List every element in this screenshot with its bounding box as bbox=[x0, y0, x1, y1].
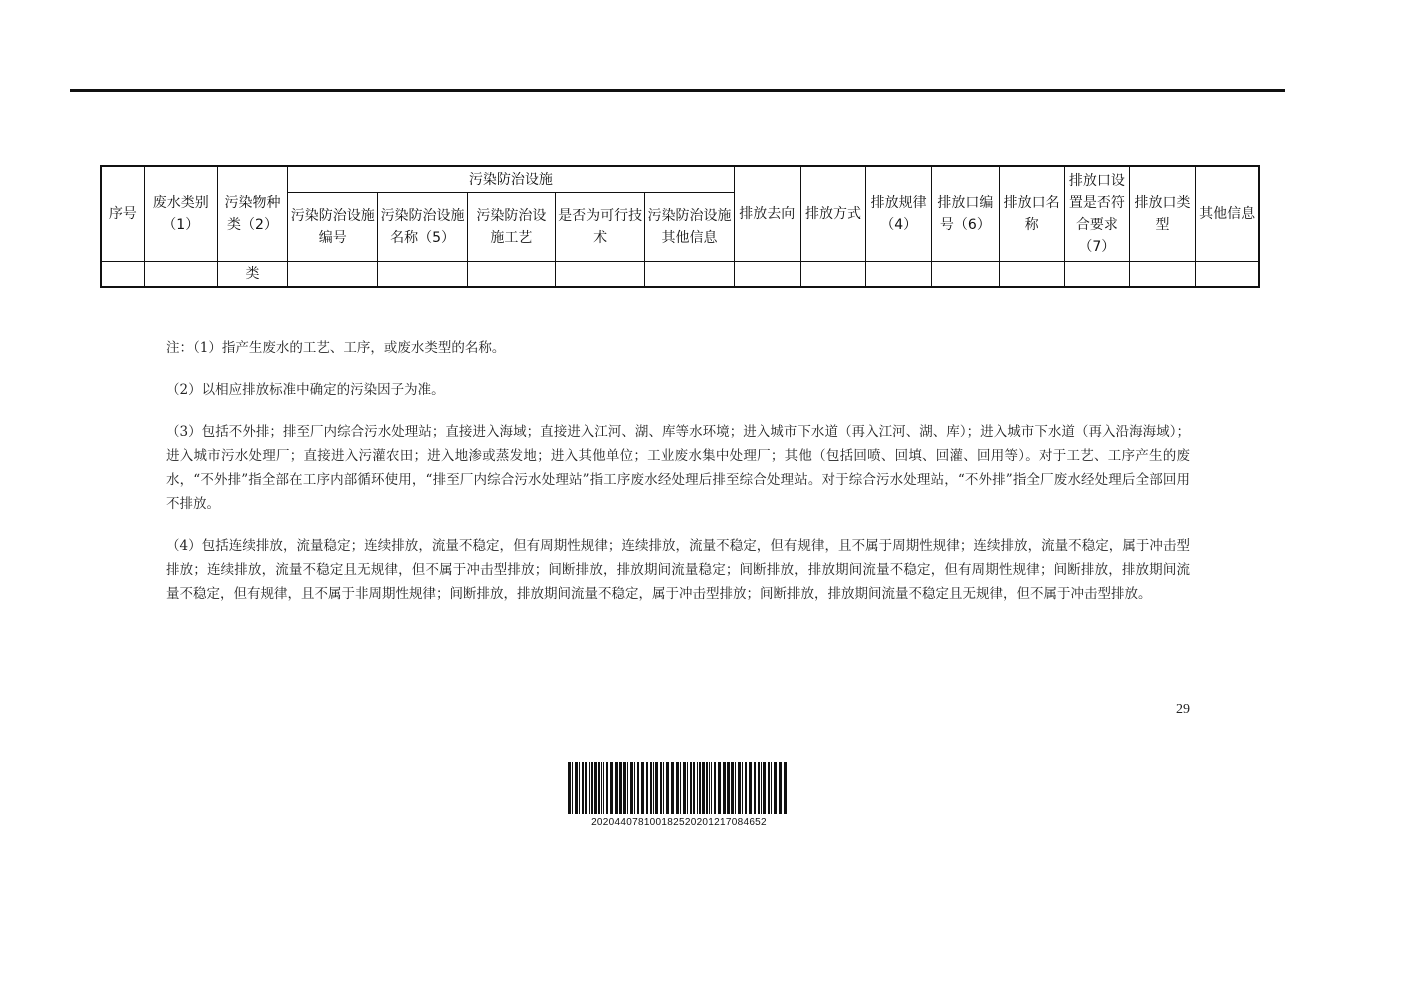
barcode-bar bbox=[579, 762, 580, 814]
header-feasible-technology: 是否为可行技术 bbox=[556, 193, 645, 262]
barcode-bar bbox=[606, 762, 608, 814]
barcode-bar bbox=[615, 762, 618, 814]
barcode-bar bbox=[714, 762, 716, 814]
barcode-bar bbox=[641, 762, 644, 814]
barcode-bar bbox=[680, 762, 681, 814]
barcode-bar bbox=[718, 762, 721, 814]
barcode-bar bbox=[749, 762, 752, 814]
barcode-bar bbox=[676, 762, 679, 814]
barcode-bar bbox=[693, 762, 695, 814]
table-cell bbox=[288, 262, 378, 288]
barcode-bar bbox=[646, 762, 648, 814]
barcode-bar bbox=[627, 762, 628, 814]
barcode-bar bbox=[610, 762, 613, 814]
table-cell bbox=[866, 262, 932, 288]
barcode-bar bbox=[690, 762, 692, 814]
barcode-bar bbox=[568, 762, 571, 814]
barcode-bar bbox=[603, 762, 604, 814]
barcode-bar bbox=[738, 762, 741, 814]
barcode-bar bbox=[585, 762, 587, 814]
barcode-bar bbox=[671, 762, 674, 814]
header-outlet-name: 排放口名称 bbox=[999, 166, 1064, 262]
barcode-bar bbox=[723, 762, 726, 814]
barcode-bar bbox=[663, 762, 664, 814]
table-cell bbox=[1196, 262, 1259, 288]
header-discharge-method: 排放方式 bbox=[800, 166, 865, 262]
note-3: （3）包括不外排；排至厂内综合污水处理站；直接进入海域；直接进入江河、湖、库等水环境；进入城市下水道（再入江河、湖、库）；进入城市下水道（再入沿海海域）；进入城市污水处理厂；直接进入污灌农田；进入地渗或蒸发地；进入其他单位；工业废水集中处理厂；其他（包括回喷、回填、回灌、回用等）。对于工艺、工序产生的废水，“不外排”指全部在工序内部循环使用，“排至厂内综合污水处理站”指工序废水经处理后排至综合处理站。对于综合污水处理站，“不外排”指全厂废水经处理后全部回用不排放。 bbox=[166, 424, 1190, 512]
header-facility-group: 污染防治设施 bbox=[288, 166, 735, 193]
barcode-bar bbox=[623, 762, 626, 814]
table-cell bbox=[1064, 262, 1129, 288]
header-discharge-destination: 排放去向 bbox=[734, 166, 800, 262]
barcode-bar bbox=[594, 762, 597, 814]
barcode-bar bbox=[711, 762, 712, 814]
barcode-bar bbox=[699, 762, 701, 814]
barcode-bar bbox=[754, 762, 756, 814]
header-outlet-id: 排放口编号（6） bbox=[932, 166, 999, 262]
barcode-bar bbox=[761, 762, 762, 814]
header-discharge-pattern: 排放规律（4） bbox=[866, 166, 932, 262]
barcode-bar bbox=[735, 762, 736, 814]
table-cell bbox=[734, 262, 800, 288]
barcode-bar bbox=[653, 762, 654, 814]
barcode-bar bbox=[742, 762, 743, 814]
note-2: （2）以相应排放标准中确定的污染因子为准。 bbox=[166, 382, 445, 398]
barcode-bar bbox=[650, 762, 652, 814]
barcode-bar bbox=[706, 762, 708, 814]
page-number: 29 bbox=[1176, 702, 1190, 717]
barcode-bar bbox=[582, 762, 584, 814]
barcode-bar bbox=[637, 762, 639, 814]
table-cell bbox=[378, 262, 467, 288]
header-rule bbox=[70, 89, 1285, 92]
barcode-bar bbox=[660, 762, 662, 814]
table-cell bbox=[932, 262, 999, 288]
header-outlet-type: 排放口类型 bbox=[1129, 166, 1195, 262]
barcode-bar bbox=[731, 762, 734, 814]
table-cell bbox=[144, 262, 217, 288]
barcode-bar bbox=[702, 762, 705, 814]
barcode-bar bbox=[771, 762, 772, 814]
header-wastewater-type: 废水类别（1） bbox=[144, 166, 217, 262]
barcode-bar bbox=[768, 762, 770, 814]
header-other-info: 其他信息 bbox=[1196, 166, 1259, 262]
header-facility-name: 污染防治设施名称（5） bbox=[378, 193, 467, 262]
barcode-bar bbox=[619, 762, 622, 814]
header-facility-id: 污染防治设施编号 bbox=[288, 193, 378, 262]
wastewater-facility-table bbox=[100, 165, 1260, 288]
notes-section bbox=[166, 336, 1190, 624]
header-facility-other-info: 污染防治设施其他信息 bbox=[645, 193, 734, 262]
barcode-bar bbox=[683, 762, 686, 814]
barcode-bar bbox=[634, 762, 635, 814]
barcode-bar bbox=[774, 762, 777, 814]
barcode-bar bbox=[784, 762, 787, 814]
barcode-bar bbox=[709, 762, 710, 814]
barcode-bar bbox=[589, 762, 590, 814]
note-1: 注：（1）指产生废水的工艺、工序，或废水类型的名称。 bbox=[166, 340, 506, 356]
barcode-bar bbox=[697, 762, 698, 814]
barcode-bar bbox=[598, 762, 600, 814]
table-cell bbox=[101, 262, 144, 288]
header-pollutant-type: 污染物种类（2） bbox=[217, 166, 287, 262]
barcode-bar bbox=[745, 762, 747, 814]
header-outlet-compliance: 排放口设置是否符合要求（7） bbox=[1064, 166, 1129, 262]
barcode-bar bbox=[687, 762, 688, 814]
barcode-number: 20204407810018252020121708465​2 bbox=[591, 817, 767, 828]
barcode-bar bbox=[655, 762, 658, 814]
table-row bbox=[101, 262, 1259, 288]
barcode-bar bbox=[591, 762, 593, 814]
table-cell bbox=[1129, 262, 1195, 288]
table-cell-pollutant: 类 bbox=[217, 262, 287, 288]
barcode-bar bbox=[758, 762, 760, 814]
barcode-bar bbox=[666, 762, 669, 814]
table-cell bbox=[645, 262, 734, 288]
barcode-bar bbox=[572, 762, 573, 814]
table-cell bbox=[556, 262, 645, 288]
barcode-bar bbox=[779, 762, 782, 814]
header-seq: 序号 bbox=[101, 166, 144, 262]
barcode-bar bbox=[601, 762, 602, 814]
table-cell bbox=[467, 262, 555, 288]
barcode-bar bbox=[575, 762, 578, 814]
barcode bbox=[568, 762, 790, 814]
header-facility-process: 污染防治设施工艺 bbox=[467, 193, 555, 262]
barcode-bar bbox=[763, 762, 766, 814]
table-cell bbox=[800, 262, 865, 288]
table-cell bbox=[999, 262, 1064, 288]
barcode-bar bbox=[727, 762, 730, 814]
barcode-bar bbox=[630, 762, 633, 814]
note-4: （4）包括连续排放，流量稳定；连续排放，流量不稳定，但有周期性规律；连续排放，流量不稳定，但有规律，且不属于周期性规律；连续排放，流量不稳定，属于冲击型排放；连续排放，流量不稳定且无规律，但不属于冲击型排放；间断排放，排放期间流量稳定；间断排放，排放期间流量不稳定，但有周期性规律；间断排放，排放期间流量不稳定，但有规律，且不属于非周期性规律；间断排放，排放期间流量不稳定，属于冲击型排放；间断排放，排放期间流量不稳定且无规律，但不属于冲击型排放。 bbox=[166, 538, 1190, 602]
